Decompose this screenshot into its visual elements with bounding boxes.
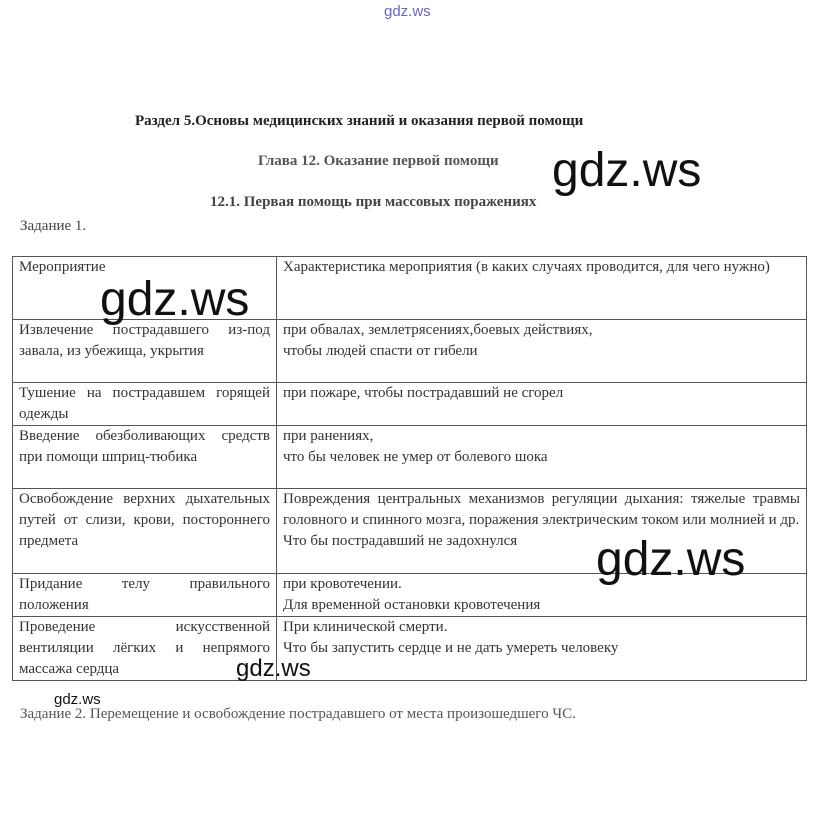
characteristic-line: Для временной остановки кровотечения	[283, 597, 541, 613]
table-row	[13, 617, 807, 681]
characteristic-line: Что бы пострадавший не задохнулся	[283, 533, 518, 549]
characteristic-line: при кровотечении.	[283, 576, 402, 592]
measure-cell: Извлечение пострадавшего из-под завала, из убежища, укрытия	[13, 320, 277, 383]
task-2-label: Задание 2. Перемещение и освобождение пострадавшего от места произошедшего ЧС.	[20, 706, 576, 722]
characteristic-line: что бы человек не умер от болевого шока	[283, 449, 548, 465]
measure-cell: Придание телу правильного положения	[13, 574, 277, 617]
measure-cell: Введение обезболивающих средств при помощи шприц-тюбика	[13, 426, 277, 489]
watermark-small: gdz.ws	[54, 691, 101, 708]
watermark-medium: gdz.ws	[236, 655, 311, 682]
characteristic-cell	[277, 383, 807, 426]
characteristic-line: чтобы людей спасти от гибели	[283, 343, 478, 359]
characteristic-line: Что бы запустить сердце и не дать умереть человеку	[283, 640, 619, 656]
header-measure: Мероприятие	[13, 257, 277, 320]
section-title: Раздел 5.Основы медицинских знаний и оказания первой помощи	[135, 113, 584, 129]
paragraph-title: 12.1. Первая помощь при массовых поражениях	[210, 194, 537, 210]
table-row	[13, 320, 807, 383]
characteristic-line: при пожаре, чтобы пострадавший не сгорел	[283, 385, 564, 401]
measure-cell: Тушение на пострадавшем горящей одежды	[13, 383, 277, 426]
watermark-top[interactable]: gdz.ws	[384, 3, 431, 20]
characteristic-line: при обвалах, землетрясениях,боевых действиях,	[283, 322, 593, 338]
characteristic-cell	[277, 426, 807, 489]
watermark-large: gdz.ws	[552, 144, 702, 197]
watermark-large: gdz.ws	[100, 273, 250, 326]
characteristic-line: при ранениях,	[283, 428, 374, 444]
chapter-title: Глава 12. Оказание первой помощи	[258, 153, 499, 169]
characteristic-line: Повреждения центральных механизмов регуляции дыхания: тяжелые травмы головного и спинного мозга, поражения электрическим током или молнией и др.	[283, 491, 800, 528]
task-1-label: Задание 1.	[20, 218, 87, 234]
characteristic-line: При клинической смерти.	[283, 619, 448, 635]
measure-cell: Освобождение верхних дыхательных путей от слизи, крови, постороннего предмета	[13, 489, 277, 574]
table-row	[13, 426, 807, 489]
header-characteristic: Характеристика мероприятия (в каких случаях проводится, для чего нужно)	[277, 257, 807, 320]
characteristic-cell	[277, 320, 807, 383]
measure-cell: Проведение искусственной вентиляции лёгких и непрямого массажа сердца	[13, 617, 277, 681]
watermark-large: gdz.ws	[596, 533, 746, 586]
characteristic-cell	[277, 617, 807, 681]
table-row	[13, 383, 807, 426]
